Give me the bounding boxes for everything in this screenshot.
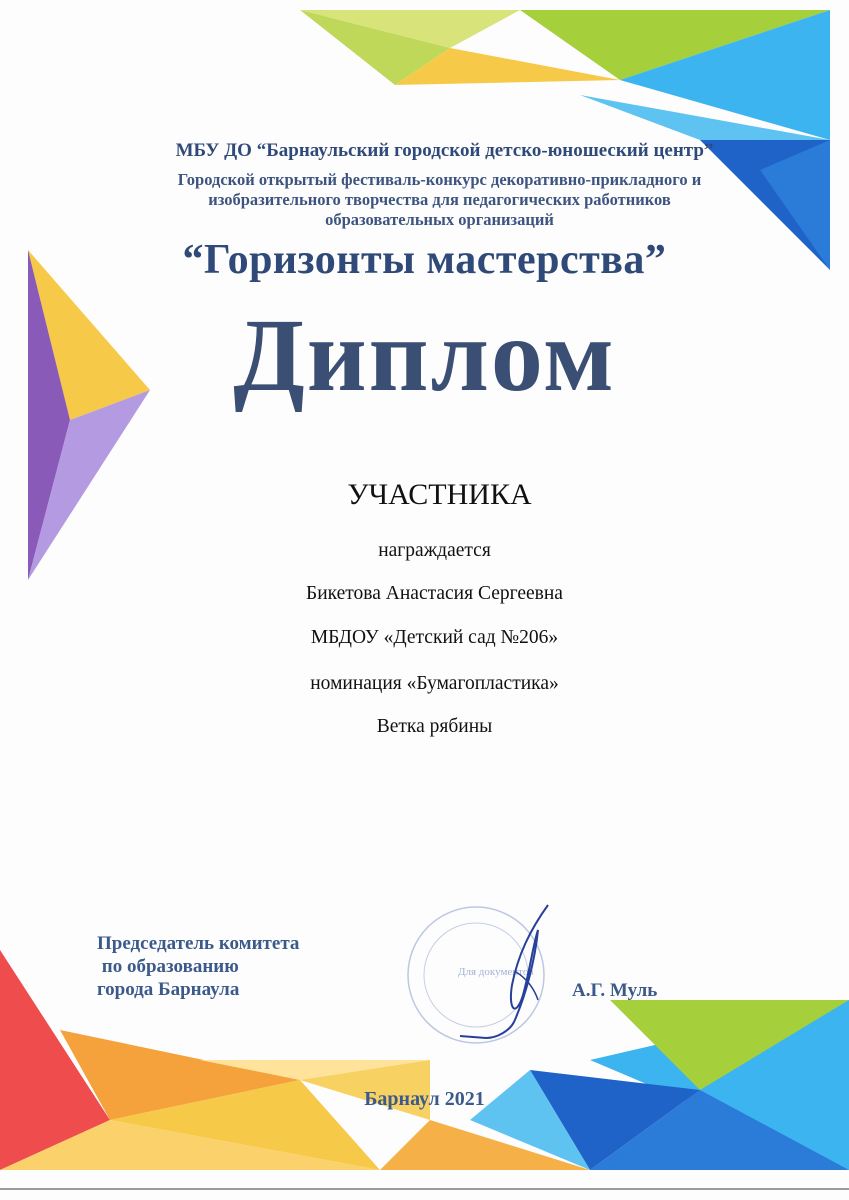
organization-name: МБУ ДО “Барнаульский городской детско-юношеский центр” [175,140,714,161]
signatory-position [97,932,299,1001]
festival-line: образовательных организаций [325,210,554,229]
recipient-name: Бикетова Анастасия Сергеевна [306,583,563,604]
festival-line: Городской открытый фестиваль-конкурс декоративно-прикладного и [177,170,702,189]
footer-city-year: Барнаул 2021 [364,1088,485,1110]
stamp-text: Для документов [458,966,534,978]
nomination: номинация «Бумагопластика» [310,673,559,694]
position-line: Председатель комитета [97,933,300,954]
diploma-kind: УЧАСТНИКА [347,478,532,511]
scan-edge-line [0,1188,849,1190]
work-title: Ветка рябины [376,716,493,737]
institution-name: МБДОУ «Детский сад №206» [310,627,559,648]
awarded-label: награждается [378,540,491,561]
diploma-title: Диплом [233,298,616,413]
festival-description [15,170,849,230]
signatory-name: А.Г. Муль [572,980,658,1001]
festival-name: “Горизонты мастерства” [182,237,667,283]
position-line: города Барнаула [97,979,240,1000]
stamp-signature [398,900,578,1060]
festival-line: изобразительного творчества для педагогических работников [208,190,671,209]
position-line: по образованию [97,956,239,977]
